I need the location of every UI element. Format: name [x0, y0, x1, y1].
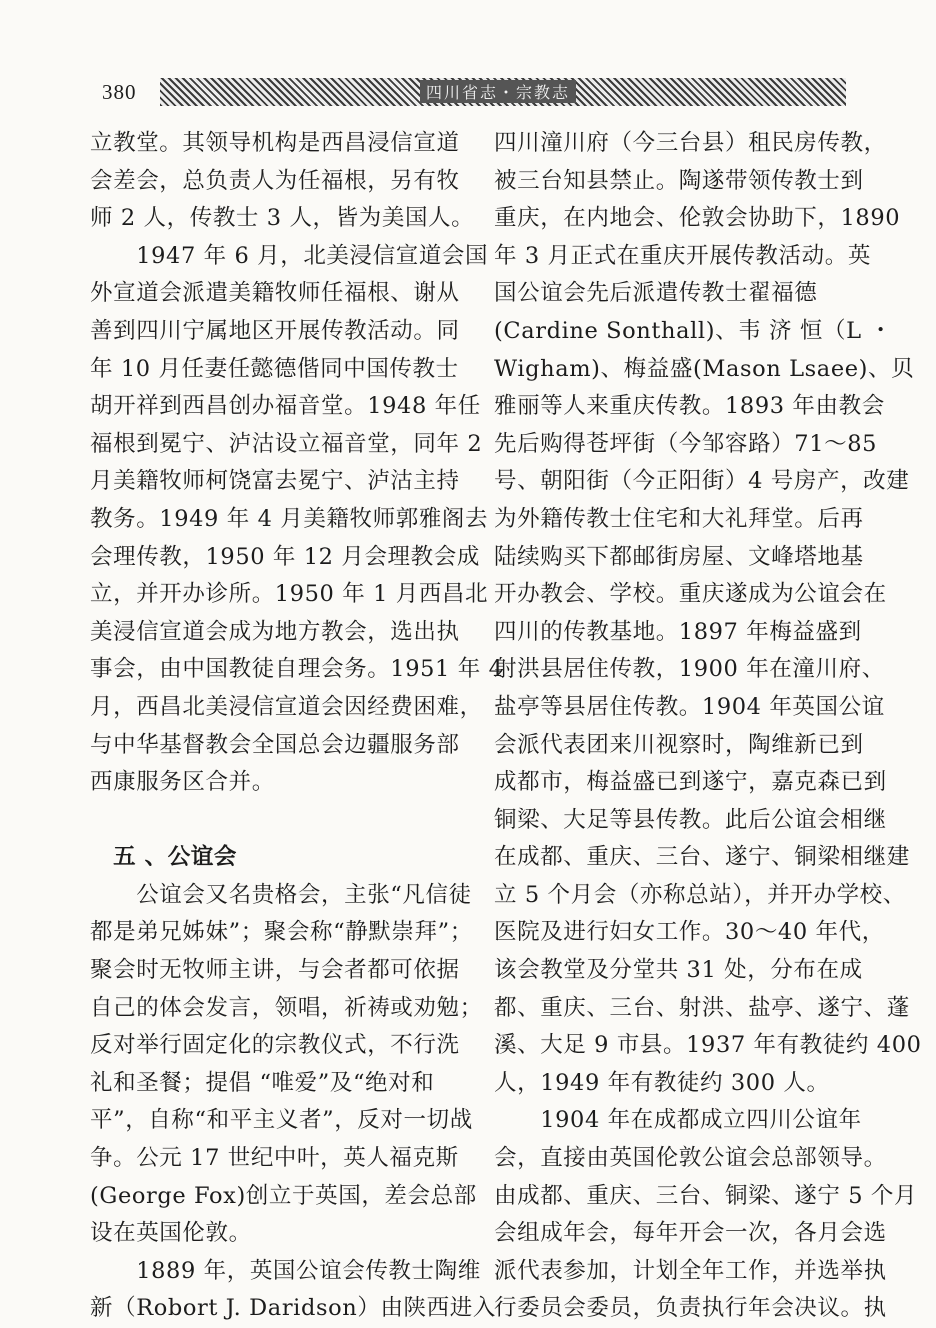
- text-line: 派代表参加，计划全年工作，并选举执: [494, 1257, 887, 1284]
- text-line: 会差会，总负责人为任福根，另有牧: [90, 167, 460, 194]
- text-line: 国公谊会先后派遣传教士翟福德: [494, 280, 818, 307]
- text-line: 会理传教，1950 年 12 月会理教会成: [90, 543, 480, 570]
- left-column: [90, 125, 504, 1328]
- text-line: 年 3 月正式在重庆开展传教活动。英: [494, 242, 871, 269]
- text-line: 师 2 人，传教士 3 人，皆为美国人。: [90, 205, 475, 232]
- text-line: Wigham)、梅益盛(Mason Lsaee)、贝: [494, 355, 915, 382]
- text-line: 在成都、重庆、三台、遂宁、铜梁相继建: [494, 844, 910, 871]
- text-line: 新（Robort J. Daridson）由陕西进入: [90, 1295, 496, 1322]
- text-line: 会，直接由英国伦敦公谊会总部领导。: [494, 1145, 887, 1172]
- text-line: 铜梁、大足等县传教。此后公谊会相继: [494, 806, 887, 833]
- text-line: 年 10 月任妻任懿德偕同中国传教士: [90, 355, 459, 382]
- text-line: 四川的传教基地。1897 年梅益盛到: [494, 618, 862, 645]
- text-line: 由成都、重庆、三台、铜梁、遂宁 5 个月: [494, 1182, 918, 1209]
- text-line: 会派代表团来川视察时，陶维新已到: [494, 731, 864, 758]
- text-line: 都、重庆、三台、射洪、盐亭、遂宁、蓬: [494, 994, 910, 1021]
- text-line: 月美籍牧师柯饶富去冕宁、泸沽主持: [90, 468, 460, 495]
- text-line: (Cardine Sonthall)、韦 济 恒（L ・: [494, 317, 893, 344]
- text-line: 平”，自称“和平主义者”，反对一切战: [90, 1107, 473, 1134]
- text-line: 事会，由中国教徒自理会务。1951 年 4: [90, 656, 504, 683]
- text-line: 立教堂。其领导机构是西昌浸信宣道: [90, 130, 460, 156]
- text-line: 外宣道会派遣美籍牧师任福根、谢从: [90, 280, 460, 307]
- text-line: 行委员会委员，负责执行年会决议。执: [494, 1295, 887, 1322]
- text-line: 先后购得苍坪街（今邹容路）71～85: [494, 430, 878, 457]
- text-line: 溪、大足 9 市县。1937 年有教徒约 400: [494, 1032, 922, 1059]
- page-header: [102, 74, 848, 112]
- text-line: 福根到冕宁、泸沽设立福音堂，同年 2: [90, 430, 483, 457]
- text-line: (George Fox)创立于英国，差会总部: [90, 1182, 477, 1209]
- section-heading: 五 、公谊会: [90, 844, 238, 871]
- text-line: 争。公元 17 世纪中叶，英人福克斯: [90, 1145, 459, 1172]
- text-line: 四川潼川府（今三台县）租民房传教，: [494, 130, 887, 156]
- text-line: 月，西昌北美浸信宣道会因经费困难，: [90, 693, 483, 720]
- text-line: 反对举行固定化的宗教仪式，不行洗: [90, 1032, 460, 1059]
- text-line: 1889 年，英国公谊会传教士陶维: [90, 1257, 481, 1284]
- text-line: 都是弟兄姊妹”；聚会称“静默崇拜”；: [90, 919, 473, 946]
- text-line: 会组成年会，每年开会一次，各月会选: [494, 1220, 887, 1247]
- text-line: 聚会时无牧师主讲，与会者都可依据: [90, 957, 460, 984]
- right-column: [494, 125, 922, 1328]
- text-line: 该会教堂及分堂共 31 处，分布在成: [494, 957, 863, 984]
- text-line: 美浸信宣道会成为地方教会，选出执: [90, 618, 460, 645]
- text-line: 1947 年 6 月，北美浸信宣道会国: [90, 242, 489, 269]
- text-line: 盐亭等县居住传教。1904 年英国公谊: [494, 693, 885, 720]
- running-title: 四川省志・宗教志: [420, 80, 576, 103]
- text-line: 人，1949 年有教徒约 300 人。: [494, 1069, 830, 1096]
- text-line: 重庆，在内地会、伦敦会协助下，1890: [494, 205, 901, 232]
- text-line: 医院及进行妇女工作。30～40 年代，: [494, 919, 885, 946]
- text-line: 教务。1949 年 4 月美籍牧师郭雅阁去: [90, 505, 489, 532]
- text-line: 立，并开办诊所。1950 年 1 月西昌北: [90, 581, 489, 608]
- text-line: 善到四川宁属地区开展传教活动。同: [90, 317, 460, 344]
- text-line: 陆续购买下都邮街房屋、文峰塔地基: [494, 543, 864, 570]
- text-line: 设在英国伦敦。: [90, 1220, 252, 1247]
- text-line: 与中华基督教会全国总会边疆服务部: [90, 731, 460, 758]
- text-line: 开办教会、学校。重庆遂成为公谊会在: [494, 581, 887, 608]
- text-line: 礼和圣餐；提倡 “唯爱”及“绝对和: [90, 1069, 435, 1096]
- text-line: 自己的体会发言，领唱，祈祷或劝勉；: [90, 994, 483, 1021]
- page-number: 380: [102, 80, 137, 104]
- text-line: 公谊会又名贵格会，主张“凡信徒: [90, 881, 472, 908]
- text-line: 射洪县居住传教，1900 年在潼川府、: [494, 656, 885, 683]
- text-line: 被三台知县禁止。陶遂带领传教士到: [494, 167, 864, 194]
- text-line: 雅丽等人来重庆传教。1893 年由教会: [494, 393, 885, 420]
- text-line: 胡开祥到西昌创办福音堂。1948 年任: [90, 393, 481, 420]
- text-line: 立 5 个月会（亦称总站），并开办学校、: [494, 881, 906, 908]
- text-line: 成都市，梅益盛已到遂宁，嘉克森已到: [494, 769, 887, 796]
- text-line: [90, 802, 452, 840]
- text-line: 为外籍传教士住宅和大礼拜堂。后再: [494, 505, 864, 532]
- text-line: 西康服务区合并。: [90, 769, 275, 796]
- text-line: 号、朝阳街（今正阳街）4 号房产，改建: [494, 468, 910, 495]
- text-line: 1904 年在成都成立四川公谊年: [494, 1107, 862, 1134]
